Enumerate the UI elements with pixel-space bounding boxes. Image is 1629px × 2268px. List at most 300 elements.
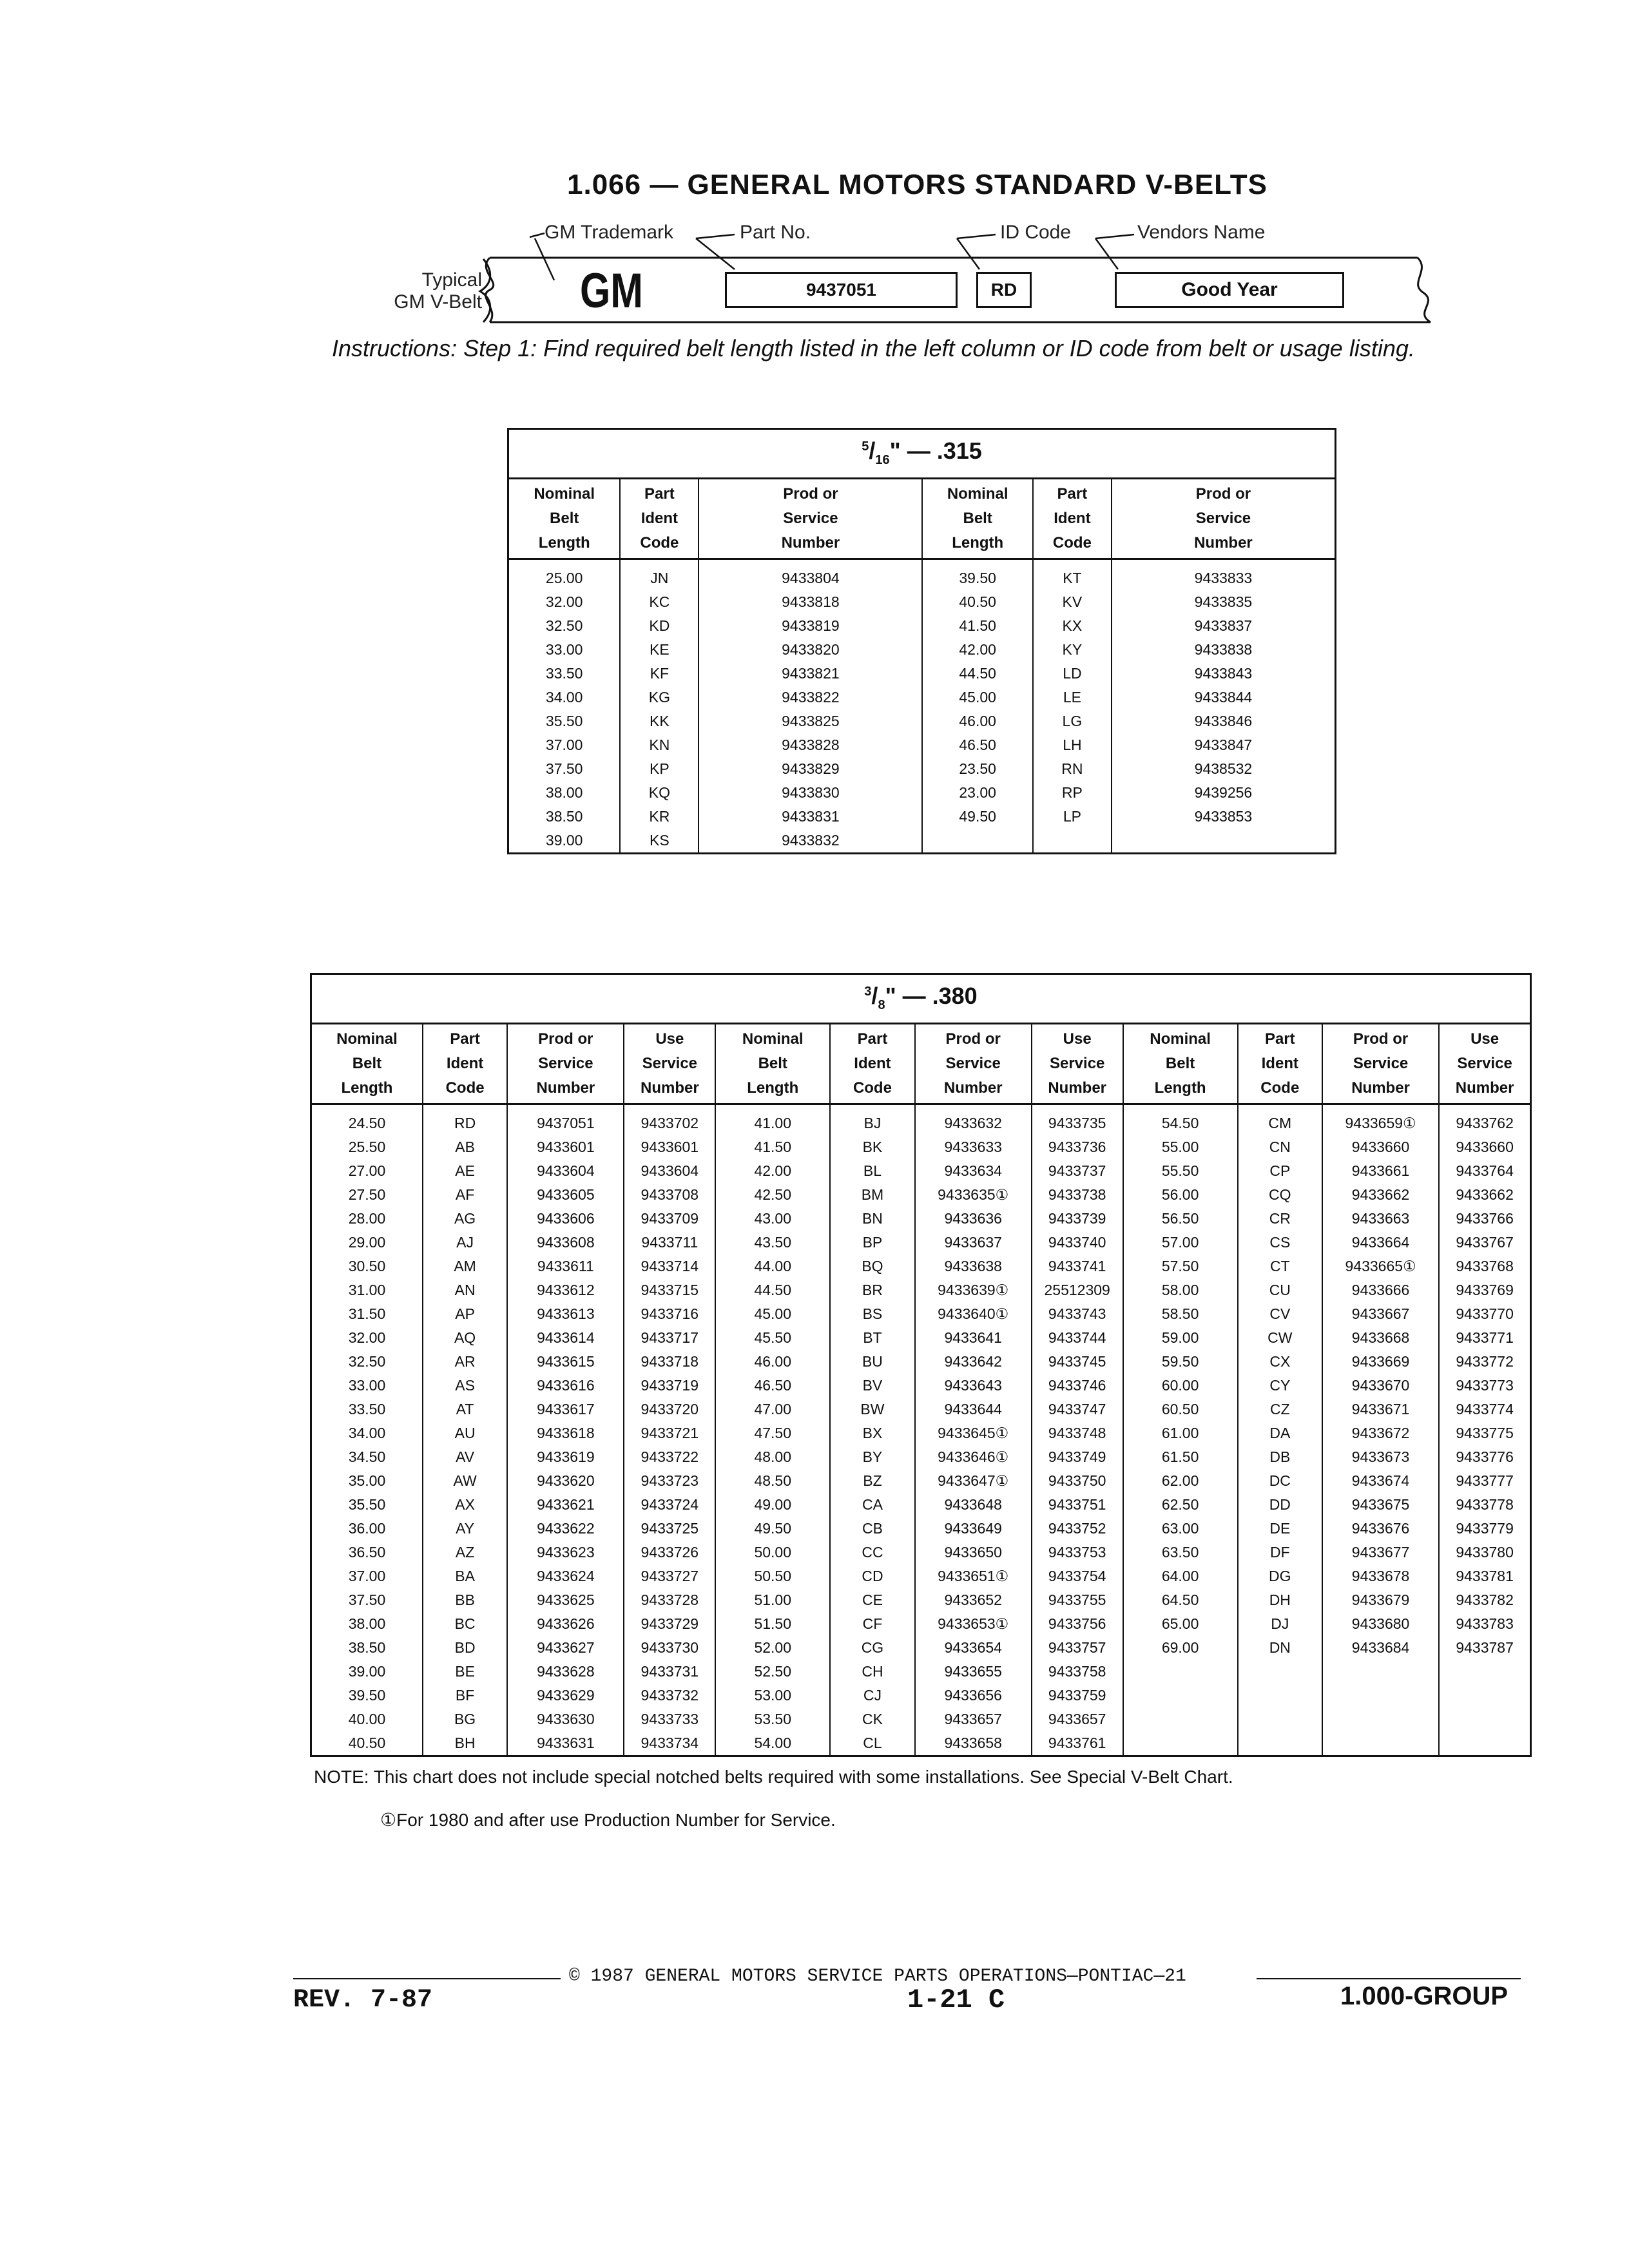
table-cell: 9433636 (915, 1207, 1032, 1231)
table-row (311, 1636, 1531, 1660)
table-cell: 9433605 (507, 1183, 624, 1207)
table-cell: 9433616 (507, 1374, 624, 1398)
table-cell: LP (1033, 805, 1112, 829)
table-cell: CV (1238, 1302, 1322, 1326)
table-cell: KY (1033, 638, 1112, 662)
table-cell: 40.50 (348, 1735, 386, 1751)
table-row (311, 1135, 1531, 1159)
table-cell: KG (620, 686, 699, 709)
table-cell: CG (830, 1636, 914, 1660)
table-cell: 64.50 (1123, 1588, 1238, 1612)
table-cell: BQ (830, 1254, 914, 1278)
table-row (311, 1660, 1531, 1684)
header-line: Number (943, 1079, 1003, 1097)
table-cell: 9433767 (1439, 1231, 1530, 1254)
table-cell: CK (830, 1707, 914, 1731)
table-cell: 9433627 (507, 1636, 624, 1660)
table-cell: 9433664 (1322, 1231, 1439, 1254)
table-cell: AM (423, 1254, 507, 1278)
table-cell: 59.50 (1123, 1350, 1238, 1374)
table-cell: DD (1238, 1493, 1322, 1517)
table-cell: 9433608 (507, 1231, 624, 1254)
table-cell: 43.50 (715, 1231, 830, 1254)
table-cell: BL (830, 1159, 914, 1183)
table-cell: 9433771 (1439, 1326, 1530, 1350)
table-cell: 9433818 (699, 590, 922, 614)
header-line: Nominal (742, 1030, 804, 1048)
table-cell: BR (830, 1278, 914, 1302)
table-cell: 9433612 (507, 1278, 624, 1302)
table-cell: 9433709 (624, 1207, 715, 1231)
table-cell: KT (1033, 559, 1112, 591)
table-cell: 52.00 (715, 1636, 830, 1660)
table-cell (1238, 1731, 1322, 1756)
table2-size-heading: $^3/_8$" — .380 (311, 974, 1531, 1024)
table-cell: 35.50 (545, 713, 583, 729)
table-row (311, 1493, 1531, 1517)
table-cell (922, 829, 1032, 854)
table-cell: 9433754 (1032, 1564, 1123, 1588)
table-cell: BW (830, 1398, 914, 1421)
header-line: Ident (1054, 510, 1091, 527)
header-line: Nominal (336, 1030, 398, 1048)
table-cell: 9433601 (624, 1135, 715, 1159)
table-cell: 9433634 (915, 1159, 1032, 1183)
table-cell: 9433731 (624, 1660, 715, 1684)
table-cell: 23.50 (922, 757, 1032, 781)
table-cell: 9433762 (1439, 1104, 1530, 1136)
header-line: Code (853, 1079, 892, 1097)
table-cell: 9433833 (1112, 559, 1336, 591)
table-row (311, 1254, 1531, 1278)
table-cell: LG (1033, 709, 1112, 733)
table-cell: 9433783 (1439, 1612, 1530, 1636)
table-cell: 9433756 (1032, 1612, 1123, 1636)
table-cell: 24.50 (348, 1115, 386, 1131)
table-cell: 9433649 (915, 1517, 1032, 1541)
table1-header-2 (699, 479, 922, 559)
table-cell: 9433782 (1439, 1588, 1530, 1612)
table-cell: 9433769 (1439, 1278, 1530, 1302)
table-row (311, 1326, 1531, 1350)
table-cell: 9433659① (1322, 1104, 1439, 1136)
table-cell: 9433750 (1032, 1469, 1123, 1493)
table-cell: 9433804 (699, 559, 922, 591)
header-line: Ident (1261, 1055, 1298, 1072)
table-cell: 9433744 (1032, 1326, 1123, 1350)
table-cell: 9433667 (1322, 1302, 1439, 1326)
table-cell: 9433624 (507, 1564, 624, 1588)
table-cell: AN (423, 1278, 507, 1302)
table-cell: 9433661 (1322, 1159, 1439, 1183)
callout-vendor: Vendors Name (1137, 222, 1266, 243)
table-cell: 57.00 (1123, 1231, 1238, 1254)
table-cell: AT (423, 1398, 507, 1421)
table-row (311, 1588, 1531, 1612)
header-line: Prod or (783, 485, 838, 503)
header-line: Number (536, 1079, 595, 1097)
table-cell: 9433674 (1322, 1469, 1439, 1493)
vendor-box: Good Year (1115, 272, 1344, 308)
header-line: Service (1457, 1055, 1512, 1072)
header-line: Service (1353, 1055, 1409, 1072)
table-cell: 9433777 (1439, 1469, 1530, 1493)
table-cell: RN (1033, 757, 1112, 781)
table-cell: 56.50 (1123, 1207, 1238, 1231)
header-line: Number (1048, 1079, 1107, 1097)
table-cell: 9433832 (699, 829, 922, 854)
table1-header-0 (508, 479, 621, 559)
table-cell: 9433752 (1032, 1517, 1123, 1541)
table-cell: 34.50 (348, 1448, 386, 1465)
table-cell: 9433669 (1322, 1350, 1439, 1374)
table-cell: 9433615 (507, 1350, 624, 1374)
header-line: Part (857, 1030, 888, 1048)
table-cell: 9433721 (624, 1421, 715, 1445)
table-cell: 9433776 (1439, 1445, 1530, 1469)
table-cell: 9433846 (1112, 709, 1336, 733)
table-cell: 9433676 (1322, 1517, 1439, 1541)
table-cell: CJ (830, 1684, 914, 1707)
table-cell: 9433717 (624, 1326, 715, 1350)
table-row (311, 1104, 1531, 1136)
table-cell: BY (830, 1445, 914, 1469)
table-cell: 9433745 (1032, 1350, 1123, 1374)
table-cell: 9433638 (915, 1254, 1032, 1278)
table-cell: AZ (423, 1541, 507, 1564)
table-row (311, 1350, 1531, 1374)
header-line: Prod or (1353, 1030, 1409, 1048)
table-cell: 61.00 (1123, 1421, 1238, 1445)
table-cell: 9433640① (915, 1302, 1032, 1326)
table-cell: 38.50 (545, 808, 583, 825)
table-cell: BZ (830, 1469, 914, 1493)
table-cell: 57.50 (1123, 1254, 1238, 1278)
table-cell: DB (1238, 1445, 1322, 1469)
table-row (311, 1707, 1531, 1731)
header-line: Part (1057, 485, 1088, 503)
table-cell: 9433838 (1112, 638, 1336, 662)
table-cell: KX (1033, 614, 1112, 638)
table-cell: 9438532 (1112, 757, 1336, 781)
table-cell: AP (423, 1302, 507, 1326)
table-cell: CT (1238, 1254, 1322, 1278)
table-cell: 27.50 (348, 1186, 386, 1203)
table-cell: 9433714 (624, 1254, 715, 1278)
header-line: Number (781, 534, 840, 552)
table-cell: 9433680 (1322, 1612, 1439, 1636)
table-cell: 42.50 (715, 1183, 830, 1207)
table-cell: 9433657 (915, 1707, 1032, 1731)
table-cell: 9433611 (507, 1254, 624, 1278)
header-line: Number (1455, 1079, 1514, 1097)
table2-frac-num: 3 (864, 985, 872, 999)
header-line: Length (747, 1079, 799, 1097)
table-row (311, 1564, 1531, 1588)
table-cell: 53.50 (715, 1707, 830, 1731)
table-cell: 9433655 (915, 1660, 1032, 1684)
table-cell: CW (1238, 1326, 1322, 1350)
table-cell: 9433853 (1112, 805, 1336, 829)
table-cell: 53.00 (715, 1684, 830, 1707)
table-cell: CA (830, 1493, 914, 1517)
table-row (311, 1731, 1531, 1756)
table-cell: CR (1238, 1207, 1322, 1231)
group-label: 1.000-GROUP (1340, 1982, 1509, 2010)
table2-header-1 (423, 1024, 507, 1104)
table-cell: 9433820 (699, 638, 922, 662)
header-line: Use (1063, 1030, 1092, 1048)
table-cell: 9433633 (915, 1135, 1032, 1159)
table-row (508, 805, 1336, 829)
table-cell: BS (830, 1302, 914, 1326)
table-cell: 51.50 (715, 1612, 830, 1636)
table1-body (508, 559, 1336, 854)
header-line: Service (642, 1055, 698, 1072)
table-cell: 50.00 (715, 1541, 830, 1564)
table-cell: 9433614 (507, 1326, 624, 1350)
table-cell: 9433780 (1439, 1541, 1530, 1564)
table-cell: RP (1033, 781, 1112, 805)
table-cell: 9433719 (624, 1374, 715, 1398)
table-row (508, 709, 1336, 733)
table-cell: KR (620, 805, 699, 829)
table-cell: 9433604 (507, 1159, 624, 1183)
table-cell: 9433828 (699, 733, 922, 757)
table-cell: 40.50 (922, 590, 1032, 614)
table-cell: 9433740 (1032, 1231, 1123, 1254)
table-cell: 9433774 (1439, 1398, 1530, 1421)
table-cell: 33.50 (348, 1401, 386, 1418)
table-row (311, 1517, 1531, 1541)
table-row (311, 1207, 1531, 1231)
table-cell: 46.00 (715, 1350, 830, 1374)
table-cell: KK (620, 709, 699, 733)
table-cell: 9433733 (624, 1707, 715, 1731)
header-line: Code (1260, 1079, 1300, 1097)
table2-header-0 (311, 1024, 423, 1104)
table-cell: 38.00 (348, 1615, 386, 1632)
table-cell: 9433722 (624, 1445, 715, 1469)
header-line: Code (640, 534, 679, 552)
table1-header-row (508, 479, 1336, 559)
table-cell: 63.00 (1123, 1517, 1238, 1541)
table-cell: 9433781 (1439, 1564, 1530, 1588)
table-row (508, 757, 1336, 781)
table2-header-10 (1322, 1024, 1439, 1104)
header-line: Service (538, 1055, 593, 1072)
chart-note: NOTE: This chart does not include special notched belts required with some installations. See Special V-Belt Chart. (314, 1767, 1233, 1787)
table-cell: 47.50 (715, 1421, 830, 1445)
table-row (311, 1159, 1531, 1183)
table-row (508, 614, 1336, 638)
table-cell: 45.00 (715, 1302, 830, 1326)
table-cell: 9433825 (699, 709, 922, 733)
table-cell: CH (830, 1660, 914, 1684)
table-cell: AF (423, 1183, 507, 1207)
table-cell: 25.50 (348, 1139, 386, 1155)
table-cell (1439, 1684, 1530, 1707)
table2-header-5 (830, 1024, 914, 1104)
table-cell: KV (1033, 590, 1112, 614)
table-row (311, 1231, 1531, 1254)
table-cell: 38.00 (545, 784, 583, 801)
table-cell: CP (1238, 1159, 1322, 1183)
table-cell: 9433657 (1032, 1707, 1123, 1731)
table-cell: 33.00 (348, 1377, 386, 1394)
table-cell: DF (1238, 1541, 1322, 1564)
table-cell: 9433679 (1322, 1588, 1439, 1612)
table-cell (1322, 1684, 1439, 1707)
table-cell: 37.50 (348, 1591, 386, 1608)
table-cell: BV (830, 1374, 914, 1398)
table-cell (1238, 1660, 1322, 1684)
table-row (508, 829, 1336, 854)
header-line: Ident (641, 510, 679, 527)
instructions-text: Instructions: Step 1: Find required belt length listed in the left column or ID code from belt or usage listing. (332, 335, 1415, 361)
table-cell: 9439256 (1112, 781, 1336, 805)
table-cell: 9433665① (1322, 1254, 1439, 1278)
table-cell: 9433727 (624, 1564, 715, 1588)
table-cell: 46.00 (922, 709, 1032, 733)
table-cell: 35.50 (348, 1496, 386, 1513)
table-cell: 9433715 (624, 1278, 715, 1302)
table-cell: 9433621 (507, 1493, 624, 1517)
table-cell: BD (423, 1636, 507, 1660)
table-cell: BG (423, 1707, 507, 1731)
table-cell: BK (830, 1135, 914, 1159)
table-cell: RD (423, 1104, 507, 1136)
table-cell: CU (1238, 1278, 1322, 1302)
table-cell (1439, 1731, 1530, 1756)
table-cell: 59.00 (1123, 1326, 1238, 1350)
table-cell: CQ (1238, 1183, 1322, 1207)
table-cell: 33.00 (545, 641, 583, 658)
table-cell: BT (830, 1326, 914, 1350)
table1-header-3 (922, 479, 1032, 559)
table-cell: 9433671 (1322, 1398, 1439, 1421)
table-cell: 60.00 (1123, 1374, 1238, 1398)
table-cell: 9433847 (1112, 733, 1336, 757)
table-cell (1112, 829, 1336, 854)
header-line: Code (1052, 534, 1092, 552)
table-cell: 9433753 (1032, 1541, 1123, 1564)
table-row (311, 1278, 1531, 1302)
table-cell: AV (423, 1445, 507, 1469)
table-cell: 9433761 (1032, 1731, 1123, 1756)
table-cell: DN (1238, 1636, 1322, 1660)
table-cell: DA (1238, 1421, 1322, 1445)
table-cell: AE (423, 1159, 507, 1183)
table-cell: 34.00 (545, 689, 583, 706)
table-cell: 37.00 (348, 1568, 386, 1584)
table-cell: 46.50 (922, 733, 1032, 757)
table-cell: 37.00 (545, 736, 583, 753)
table-cell: 32.00 (545, 593, 583, 610)
table-cell: 33.50 (545, 665, 583, 682)
copyright-line: © 1987 GENERAL MOTORS SERVICE PARTS OPERATIONS—PONTIAC—21 (569, 1966, 1186, 1986)
header-line: Length (952, 534, 1004, 552)
table-cell: 9433625 (507, 1588, 624, 1612)
table1-frac-den: 16 (875, 453, 890, 468)
table-cell: 9433673 (1322, 1445, 1439, 1469)
table-cell: 9433779 (1439, 1517, 1530, 1541)
table-cell: 9433639① (915, 1278, 1032, 1302)
table-row (311, 1684, 1531, 1707)
table-cell: KC (620, 590, 699, 614)
table-cell: 9433630 (507, 1707, 624, 1731)
table2-header-9 (1238, 1024, 1322, 1104)
table-cell: 52.50 (715, 1660, 830, 1684)
table-cell: 32.50 (348, 1353, 386, 1370)
header-line: Ident (854, 1055, 891, 1072)
table-cell: 9433619 (507, 1445, 624, 1469)
page-number: 1-21 C (907, 1984, 1005, 2015)
table-cell: CY (1238, 1374, 1322, 1398)
table-cell: 9433766 (1439, 1207, 1530, 1231)
table-cell: 58.50 (1123, 1302, 1238, 1326)
table-cell: 47.00 (715, 1398, 830, 1421)
header-line: Service (1049, 1055, 1105, 1072)
table-cell: AQ (423, 1326, 507, 1350)
table-cell: 9433773 (1439, 1374, 1530, 1398)
table-cell: 9433724 (624, 1493, 715, 1517)
table-cell: 9433662 (1439, 1183, 1530, 1207)
table-cell: 36.00 (348, 1520, 386, 1537)
table-cell (1439, 1707, 1530, 1731)
table-cell: 9433678 (1322, 1564, 1439, 1588)
table-cell: CZ (1238, 1398, 1322, 1421)
table-cell: 9433718 (624, 1350, 715, 1374)
table-cell: 41.50 (922, 614, 1032, 638)
table2-frac-den: 8 (878, 998, 885, 1013)
table-cell: 9433629 (507, 1684, 624, 1707)
table-cell: 32.00 (348, 1329, 386, 1346)
table-cell: BP (830, 1231, 914, 1254)
table-cell: DH (1238, 1588, 1322, 1612)
table-cell: 9433843 (1112, 662, 1336, 686)
table2-header-6 (915, 1024, 1032, 1104)
header-line: Use (1470, 1030, 1499, 1048)
table-cell: LH (1033, 733, 1112, 757)
table-cell: 51.00 (715, 1588, 830, 1612)
table-cell: 9433666 (1322, 1278, 1439, 1302)
table-cell: 9433654 (915, 1636, 1032, 1660)
table-cell: 42.00 (922, 638, 1032, 662)
table-cell: AB (423, 1135, 507, 1159)
header-line: Part (450, 1030, 480, 1048)
header-line: Nominal (534, 485, 595, 503)
header-line: Nominal (1150, 1030, 1211, 1048)
table-cell: 63.50 (1123, 1541, 1238, 1564)
table-cell: 9433617 (507, 1398, 624, 1421)
table1-frac-num: 5 (862, 439, 869, 454)
part-no-box: 9437051 (725, 272, 958, 308)
table2-header-2 (507, 1024, 624, 1104)
table-cell: JN (620, 559, 699, 591)
table-cell: 9433675 (1322, 1493, 1439, 1517)
table-cell: 9433623 (507, 1541, 624, 1564)
table-cell: 48.50 (715, 1469, 830, 1493)
table-cell: 9433726 (624, 1541, 715, 1564)
table-cell: 9433653① (915, 1612, 1032, 1636)
table-cell: 49.50 (715, 1517, 830, 1541)
table-cell: LE (1033, 686, 1112, 709)
table2-header-3 (624, 1024, 715, 1104)
table-cell: 9433739 (1032, 1207, 1123, 1231)
table-cell: 45.50 (715, 1326, 830, 1350)
table1-size-heading: $^5/_{16}$" — .315 (508, 429, 1336, 479)
